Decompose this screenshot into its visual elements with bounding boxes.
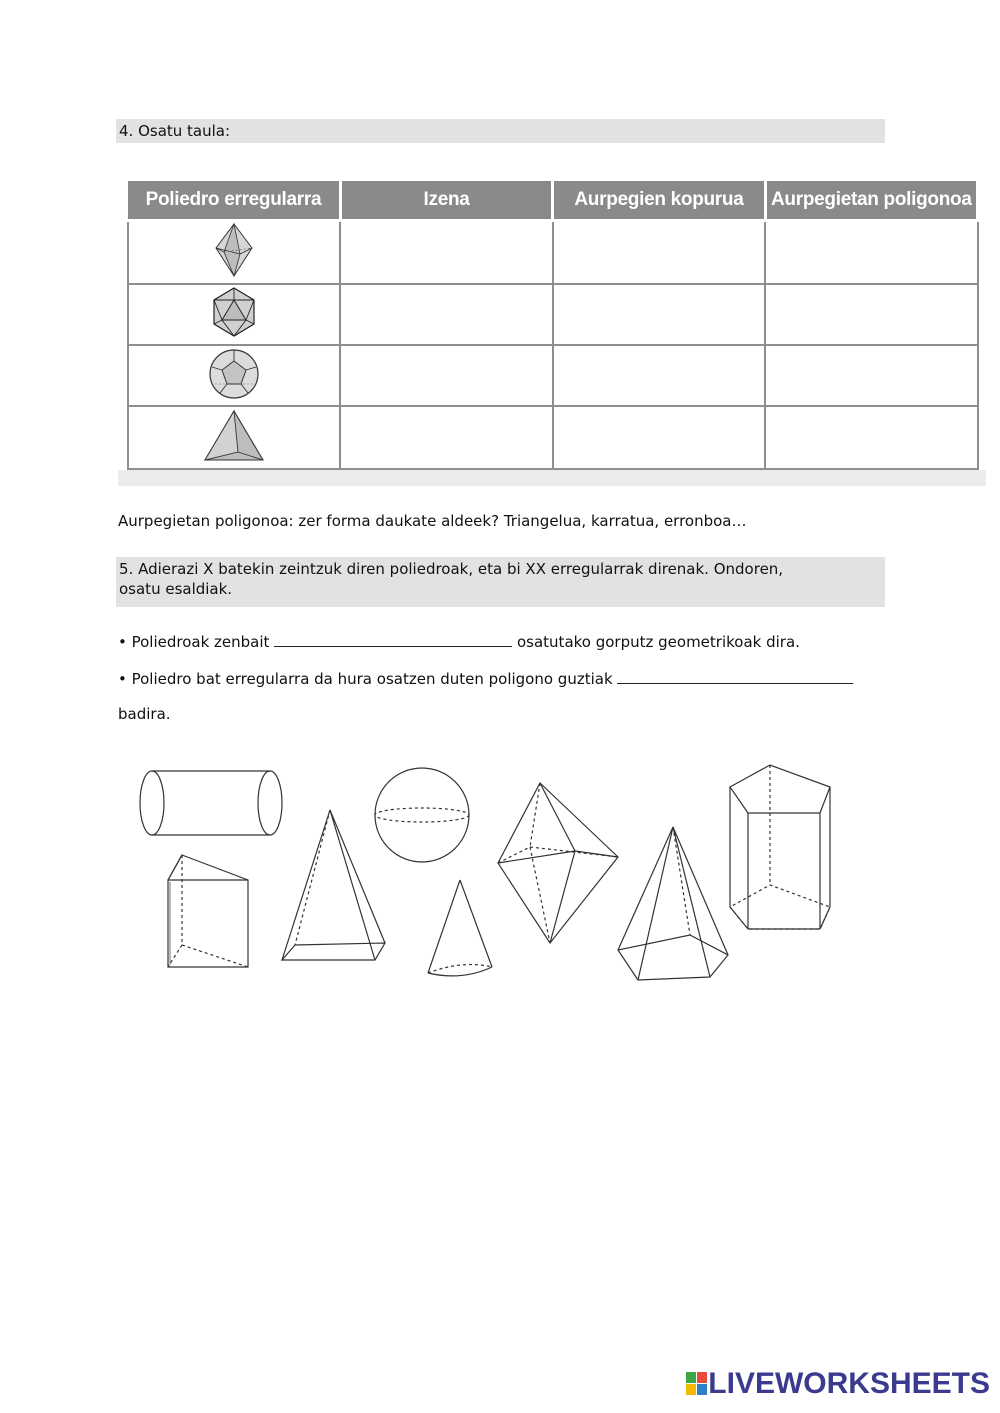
tetrahedron-cell — [128, 406, 340, 469]
polyhedra-table — [127, 181, 979, 470]
sentence-2-start: • Poliedro bat erregularra da hura osatzen duten poligono guztiak — [118, 670, 613, 688]
header-aurpegien-kopurua: Aurpegien kopurua — [553, 181, 765, 221]
sentence-2 — [118, 669, 853, 688]
izena-cell[interactable] — [340, 284, 552, 345]
logo-text: LIVEWORKSHEETS — [708, 1367, 990, 1400]
poligonoa-cell[interactable] — [765, 345, 977, 406]
sentence-1-start: • Poliedroak zenbait — [118, 633, 270, 651]
sentence-1 — [118, 632, 800, 651]
table-row — [128, 221, 978, 284]
icosahedron-icon — [209, 286, 259, 338]
sentence-2-end: badira. — [118, 705, 171, 723]
izena-cell[interactable] — [340, 345, 552, 406]
liveworksheets-logo-icon — [686, 1372, 708, 1396]
tetrahedron-icon — [202, 408, 266, 464]
table-row — [128, 345, 978, 406]
pentagonal-pyramid-shape[interactable] — [618, 827, 728, 980]
cone-shape[interactable] — [428, 880, 492, 976]
pentagonal-prism-shape[interactable] — [730, 765, 830, 929]
triangular-prism-shape[interactable] — [168, 855, 248, 967]
liveworksheets-logo — [686, 1367, 990, 1401]
kopurua-cell[interactable] — [553, 345, 765, 406]
sphere-shape[interactable] — [375, 768, 469, 862]
poligonoa-cell[interactable] — [765, 221, 977, 284]
poligonoa-cell[interactable] — [765, 284, 977, 345]
cylinder-shape[interactable] — [140, 771, 282, 835]
header-aurpegietan-poligonoa: Aurpegietan poligonoa — [765, 181, 977, 221]
square-pyramid-shape[interactable] — [282, 810, 385, 960]
kopurua-cell[interactable] — [553, 221, 765, 284]
header-izena: Izena — [340, 181, 552, 221]
q4-note: Aurpegietan poligonoa: zer forma daukate aldeek? Triangelua, karratua, erronboa… — [118, 512, 747, 530]
table-row — [128, 406, 978, 469]
izena-cell[interactable] — [340, 406, 552, 469]
poligonoa-cell[interactable] — [765, 406, 977, 469]
sentence-2-blank[interactable] — [617, 669, 853, 684]
geometric-solids — [130, 755, 850, 995]
kopurua-cell[interactable] — [553, 406, 765, 469]
izena-cell[interactable] — [340, 221, 552, 284]
table-shadow — [118, 470, 986, 486]
dodecahedron-icon — [207, 347, 261, 401]
dodecahedron-cell — [128, 345, 340, 406]
octahedron-cell — [128, 221, 340, 284]
icosahedron-cell — [128, 284, 340, 345]
header-poliedro: Poliedro erregularra — [128, 181, 340, 221]
question-4-title: 4. Osatu taula: — [116, 119, 885, 143]
octahedron-shape[interactable] — [498, 783, 618, 943]
octahedron-icon — [212, 222, 256, 278]
kopurua-cell[interactable] — [553, 284, 765, 345]
sentence-1-blank[interactable] — [274, 632, 512, 647]
sentence-1-end: osatutako gorputz geometrikoak dira. — [516, 633, 800, 651]
q5-title-line1: 5. Adierazi X batekin zeintzuk diren poliedroak, eta bi XX erregularrak direnak. Ondoren, — [119, 560, 784, 578]
q5-title-line2: osatu esaldiak. — [119, 580, 233, 598]
question-5-title — [116, 557, 885, 607]
table-row — [128, 284, 978, 345]
